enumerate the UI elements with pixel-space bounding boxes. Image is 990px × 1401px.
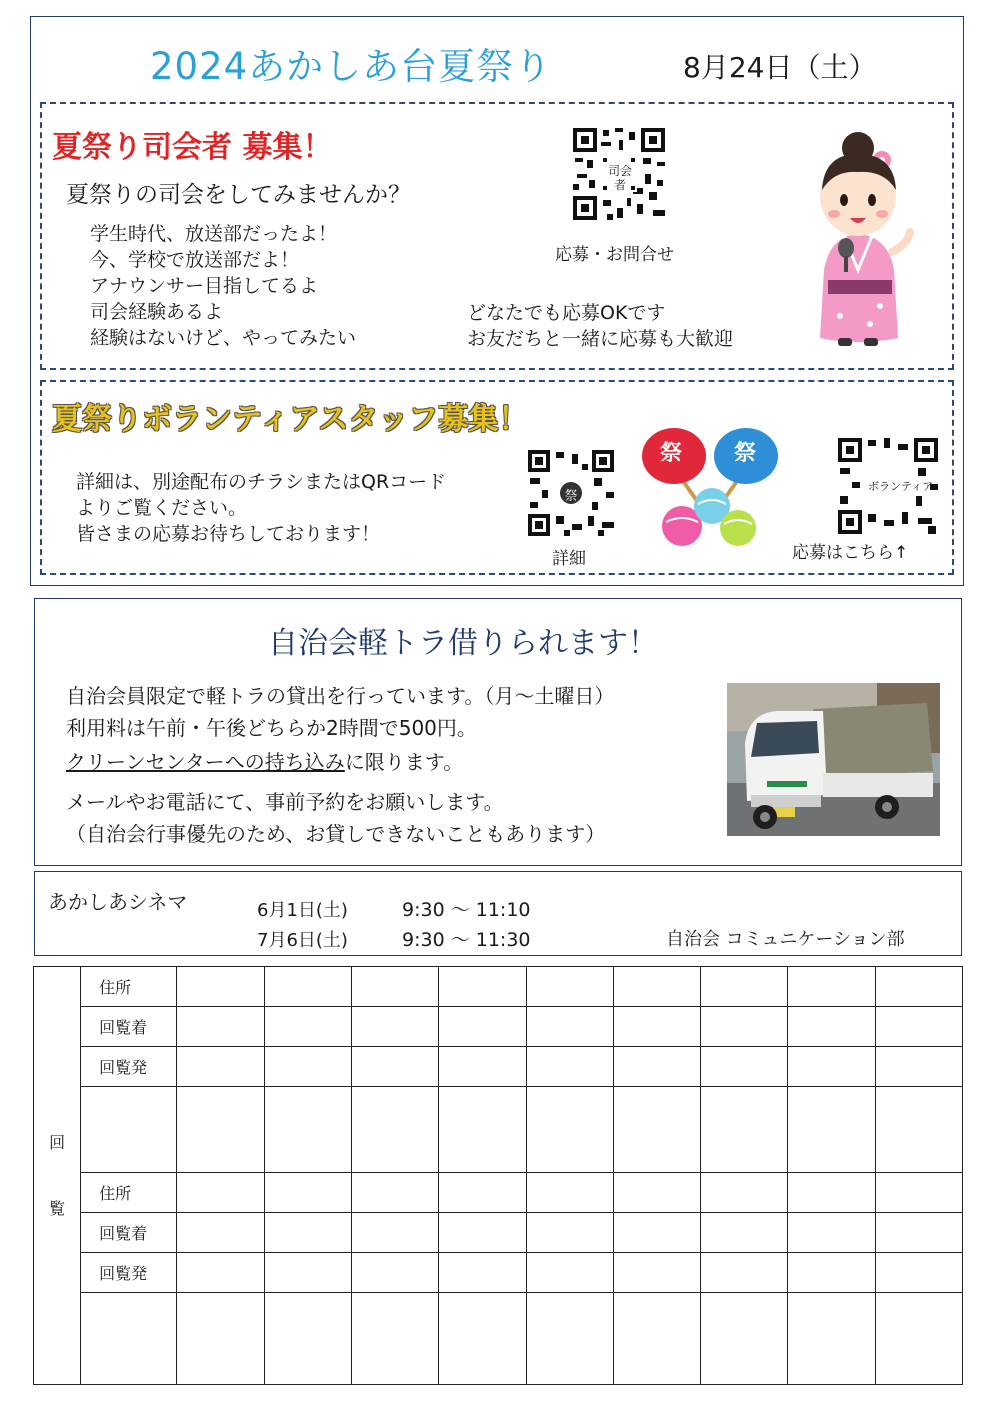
mc-qr-code[interactable] — [573, 128, 665, 220]
table-row — [34, 967, 963, 1007]
volunteer-detail-qr-code[interactable] — [528, 450, 614, 536]
table-row — [34, 1173, 963, 1213]
circulation-table — [33, 966, 963, 1385]
truck-line: 自治会員限定で軽トラの貸出を行っています。（月～土曜日） — [66, 684, 615, 708]
side-char: 覧 — [49, 1198, 66, 1218]
volunteer-line: 皆さまの応募お待ちしております！ — [76, 523, 381, 545]
mc-line: アナウンサー目指してるよ — [90, 275, 319, 297]
truck-line: 利用料は午前・午後どちらか2時間で500円。 — [66, 716, 477, 740]
table-row — [34, 1293, 963, 1385]
volunteer-detail-qr-caption: 詳細 — [552, 549, 586, 569]
table-row — [34, 1087, 963, 1173]
volunteer-line: 詳細は、別途配布のチラシまたはQRコード — [76, 471, 447, 493]
mc-ok-line: お友だちと一緒に応募も大歓迎 — [467, 328, 734, 350]
volunteer-heading: 夏祭りボランティアスタッフ募集！ — [52, 402, 529, 437]
fan-right-label: 祭 — [734, 441, 757, 466]
truck-photo — [727, 683, 940, 836]
truck-heading: 自治会軽トラ借りられます！ — [268, 626, 658, 661]
table-row — [34, 1047, 963, 1087]
festival-date: 8月24日（土） — [683, 51, 877, 84]
cinema-time: 9:30 ～ 11:10 — [402, 899, 531, 921]
cinema-date: 7月6日(土) — [257, 930, 348, 951]
truck-line-rest: に限ります。 — [344, 750, 464, 774]
mc-line: 司会経験あるよ — [90, 301, 224, 323]
mc-qr-label: 司会者 — [607, 164, 632, 192]
row-label-address: 住所 — [81, 967, 177, 1007]
circulation-side-label — [34, 967, 81, 1385]
fan-left-label: 祭 — [660, 441, 683, 466]
truck-line: （自治会行事優先のため、お貸しできないこともあります） — [66, 822, 606, 846]
row-label-received: 回覧着 — [81, 1007, 177, 1047]
mc-line: 今、学校で放送部だよ！ — [90, 249, 300, 271]
cinema-title: あかしあシネマ — [48, 890, 188, 914]
mc-line: 経験はないけど、やってみたい — [90, 327, 357, 349]
mc-line: 学生時代、放送部だったよ！ — [90, 223, 338, 245]
mc-qr-caption: 応募・お問合せ — [555, 245, 674, 265]
row-label-received: 回覧着 — [81, 1213, 177, 1253]
cinema-date: 6月1日(土) — [257, 900, 348, 921]
volunteer-apply-qr-label: ボランティア — [868, 480, 934, 493]
mc-question: 夏祭りの司会をしてみませんか？ — [66, 182, 411, 208]
mc-ok-line: どなたでも応募OKです — [467, 302, 666, 324]
yukata-girl-illustration — [800, 120, 920, 350]
cinema-organizer: 自治会 コミュニケーション部 — [666, 929, 905, 950]
truck-line — [66, 746, 463, 775]
mc-heading: 夏祭り司会者 募集！ — [52, 130, 333, 165]
volunteer-detail-qr-label: 祭 — [564, 489, 578, 504]
truck-clean-center-text: クリーンセンターへの持ち込み — [66, 750, 345, 774]
volunteer-apply-qr-code[interactable] — [838, 438, 938, 534]
row-label-address: 住所 — [81, 1173, 177, 1213]
volunteer-line: よりご覧ください。 — [76, 497, 248, 519]
cinema-time: 9:30 ～ 11:30 — [402, 929, 531, 951]
row-label-sent: 回覧発 — [81, 1253, 177, 1293]
table-row — [34, 1213, 963, 1253]
side-char: 回 — [49, 1132, 66, 1152]
table-row — [34, 1007, 963, 1047]
table-row — [34, 1253, 963, 1293]
festival-fans-illustration — [638, 422, 780, 556]
volunteer-apply-qr-caption: 応募はこちら↑ — [792, 543, 909, 563]
row-label-sent: 回覧発 — [81, 1047, 177, 1087]
festival-title: 2024あかしあ台夏祭り — [150, 45, 553, 88]
truck-line: メールやお電話にて、事前予約をお願いします。 — [66, 790, 504, 814]
